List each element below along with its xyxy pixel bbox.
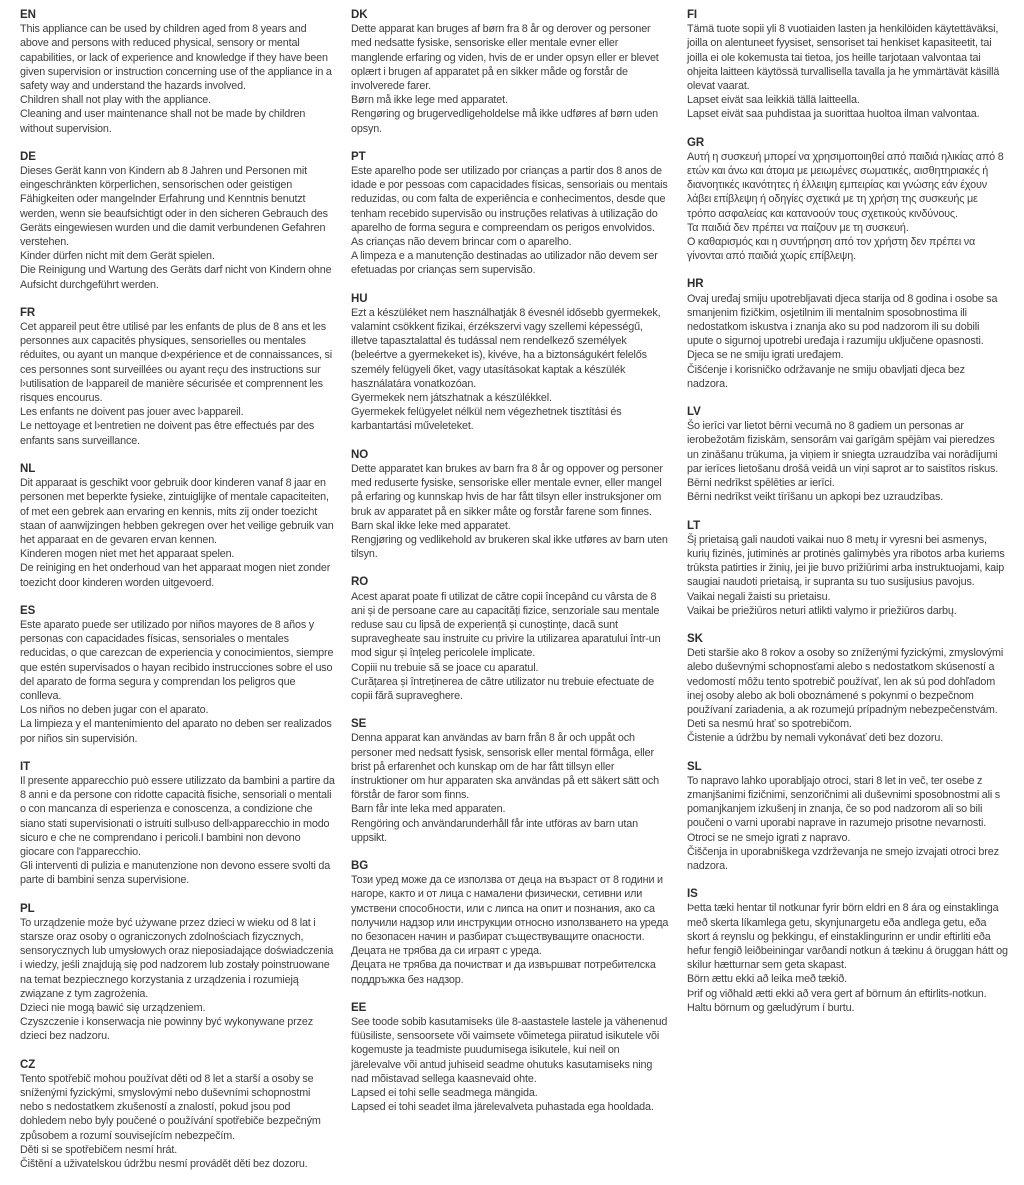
language-section: [20, 150, 335, 292]
language-code-label: CZ: [20, 1058, 36, 1071]
instruction-paragraph: Gli interventi di pulizia e manutenzione non devono essere svolti da parte di bambini senza supervisione.: [20, 860, 331, 887]
instruction-paragraph: Tämä tuote sopii yli 8 vuotiaiden lasten ja henkilöiden käytettäväksi, joilla on alentuneet fyysiset, sensoriset tai henkiset kapasiteetit, tai joilla ei ole kokemusta tai tietoa, jos heille tarjotaan valvontaa tai ohjeita laitteen käytössä turvallisella tavalla ja he ymmärtävät käsillä olevat vaarat.: [687, 23, 1000, 93]
language-section: [351, 150, 671, 278]
language-text: [351, 164, 671, 278]
language-text: [687, 419, 1008, 504]
instruction-paragraph: Bērni nedrīkst spēlēties ar ierīci.: [687, 477, 835, 490]
language-section: [687, 405, 1008, 504]
instruction-paragraph: Lapset eivät saa leikkiä tällä laitteella.: [687, 94, 860, 107]
instruction-paragraph: La limpieza y el mantenimiento del aparato no deben ser realizados por niños sin supervisión.: [20, 718, 332, 745]
instruction-paragraph: Rengøring og brugervedligeholdelse må ikke udføres af børn uden opsyn.: [351, 108, 659, 135]
instruction-paragraph: Čištění a uživatelskou údržbu nesmí provádět děti bez dozoru.: [20, 1158, 308, 1171]
language-section: [687, 277, 1008, 391]
instruction-paragraph: Tento spotřebič mohou používat děti od 8 let a starší a osoby se sníženými fyzickými, smyslovými nebo duševními schopnostmi nebo s nedostatkem zkušeností a znalostí, pokud jsou pod dohledem nebo byly poučené o používání spotřebiče bezpečným způsobem a rozumí souvisejícím nebezpečím.: [20, 1072, 321, 1142]
manual-column-2: [351, 8, 687, 1185]
instruction-paragraph: A limpeza e a manutenção destinadas ao utilizador não devem ser efetuadas por crianças sem supervisão.: [351, 250, 658, 277]
language-code-label: DK: [351, 9, 368, 21]
language-section: [687, 519, 1008, 618]
instruction-paragraph: Τα παιδιά δεν πρέπει να παίζουν με τη συσκευή.: [687, 221, 909, 234]
language-text: [687, 150, 1008, 264]
instruction-paragraph: Čiščenja in uporabniškega vzdrževanja ne smejo izvajati otroci brez nadzora.: [687, 845, 999, 872]
language-section: [687, 632, 1008, 746]
instruction-paragraph: Bērni nedrīkst veikt tīrīšanu un apkopi bez uzraudzības.: [687, 491, 944, 504]
language-text: [687, 646, 1008, 745]
language-text: [20, 164, 335, 292]
language-text: [687, 22, 1008, 121]
language-code-label: HR: [687, 278, 704, 291]
instruction-paragraph: Deti staršie ako 8 rokov a osoby so zníženými fyzickými, zmyslovými alebo duševnými schopnosťami alebo s nedostatkom skúseností a vedomostí môžu tento spotrebič používať, len ak sú pod dohľadom inej osoby alebo ak boli oboznámené s pokynmi o bezpečnom používaní zariadenia, a ak rozumejú prípadným nebezpečenstvám.: [687, 647, 1004, 716]
language-text: [20, 320, 335, 448]
instruction-paragraph: Haltu börnum og gæludýrum í burtu.: [687, 1001, 855, 1014]
instruction-paragraph: Vaikai negali žaisti su prietaisu.: [687, 590, 831, 603]
instruction-paragraph: Dzieci nie mogą bawić się urządzeniem.: [20, 1002, 206, 1014]
instruction-paragraph: Børn må ikke lege med apparatet.: [351, 94, 508, 107]
language-section: [20, 306, 335, 448]
instruction-paragraph: Dit apparaat is geschikt voor gebruik door kinderen vanaf 8 jaar en personen met beperkte fysieke, zintuiglijke of mentale capaciteiten, of met een gebrek aan ervaring en kennis, mits zij onder toezicht staan of aanwijzingen hebben gekregen over het veilige gebruik van het apparaat en de gevaren ervan kennen.: [20, 477, 334, 546]
language-code-label: RO: [351, 576, 369, 589]
instruction-paragraph: Die Reinigung und Wartung des Geräts darf nicht von Kindern ohne Aufsicht durchgeführt werden.: [20, 264, 332, 291]
language-code-label: PL: [20, 902, 35, 915]
instruction-paragraph: Este aparato puede ser utilizado por niños mayores de 8 años y personas con capacidades físicas, sensoriales o mentales reducidas, o que carezcan de experiencia y conocimientos, siempre que estén supervisados o hayan recibido instrucciones sobre el uso del aparato de forma segura y comprendan los peligros que conlleva.: [20, 618, 334, 702]
instruction-paragraph: Börn ættu ekki að leika með tækið.: [687, 973, 847, 986]
language-section: [20, 760, 335, 888]
language-section: [351, 859, 671, 987]
language-text: [687, 774, 1008, 873]
instruction-paragraph: Dieses Gerät kann von Kindern ab 8 Jahren und Personen mit eingeschränkten körperlichen, sensorischen oder geistigen Fähigkeiten oder mangelnder Erfahrung und Kenntnis benutzt werden, wenn sie beaufsichtigt oder in den sicheren Gebrauch des Geräts eingewiesen wurden und die damit verbundenen Gefahren verstehen.: [20, 165, 328, 249]
instruction-paragraph: Þetta tæki hentar til notkunar fyrir börn eldri en 8 ára og einstaklinga með skerta líkamlega getu, skynjunargetu eða andlega getu, eða skort á reynslu og þekkingu, ef einstaklingurinn er undir eftirliti eða hefur fengið leiðbeiningar varðandi notkun á tækinu á öruggan hátt og skilur hætturnar sem geta skapast.: [687, 902, 1008, 972]
instruction-paragraph: Otroci se ne smejo igrati z napravo.: [687, 831, 851, 844]
manual-column-1: [20, 8, 351, 1185]
instruction-paragraph: To napravo lahko uporabljajo otroci, stari 8 let in več, ter osebe z zmanjšanimi fizičnimi, senzoričnimi ali duševnimi sposobnostmi ali s pomanjkanjem izkušenj in znanja, če so pod nadzorom ali so bili poučeni o varni uporabi naprave in razumejo prisotne nevarnosti.: [687, 774, 1001, 830]
instruction-paragraph: Lapsed ei tohi selle seadmega mängida.: [351, 1087, 538, 1100]
language-section: [687, 760, 1008, 874]
instruction-paragraph: Dette apparatet kan brukes av barn fra 8 år og oppover og personer med reduserte fysiske, sensoriske eller mentale evner, eller mangel på erfaring og kunnskap hvis de har fått tilsyn eller instruksjoner om bruk av apparatet på en sikker måte og forstår farene som finnes.: [351, 462, 663, 518]
language-code-label: NO: [351, 448, 369, 461]
language-section: [20, 8, 335, 136]
instruction-paragraph: Þrif og viðhald ætti ekki að vera gert af börnum án eftirlits-notkun.: [687, 987, 987, 1000]
language-text: [687, 292, 1008, 391]
instruction-paragraph: Barn skal ikke leke med apparatet.: [351, 519, 511, 532]
language-section: [20, 902, 335, 1044]
instruction-paragraph: See toode sobib kasutamiseks üle 8-aastastele lastele ja vähenenud füüsiliste, sensoorsete või vaimsete võimetega piiratud isikutele või kogemuste ja teadmiste puudumisega isikutele, kui neil on järelevalve või antud juhiseid seadme ohutuks kasutamiseks ning nad mõistavad sellega kaasnevaid ohte.: [351, 1016, 668, 1085]
language-section: [687, 136, 1008, 264]
instruction-paragraph: Gyermekek felügyelet nélkül nem végezhetnek tisztítási és karbantartási műveleteket.: [351, 406, 622, 433]
language-text: [351, 590, 671, 704]
instruction-paragraph: Децата не трябва да си играят с уреда.: [351, 945, 542, 958]
language-code-label: GR: [687, 136, 705, 149]
instruction-paragraph: Čišćenje i korisničko održavanje ne smiju obavljati djeca bez nadzora.: [687, 363, 965, 390]
instruction-paragraph: Les enfants ne doivent pas jouer avec l›appareil.: [20, 406, 244, 419]
instruction-paragraph: Curățarea și întreținerea de către utilizator nu trebuie efectuate de copii fără supraveghere.: [351, 675, 654, 702]
language-code-label: PT: [351, 150, 366, 163]
instruction-paragraph: Kinderen mogen niet met het apparaat spelen.: [20, 548, 235, 561]
instruction-paragraph: Šį prietaisą gali naudoti vaikai nuo 8 metų ir vyresni bei asmenys, kurių fizinės, jutiminės ar protinės galimybės yra ribotos arba kuriems trūksta patirties ir žinių, jei jie buvo prižiūrimi arba instruktuojami, kaip saugiai naudoti prietaisą, ir supranta su tuo susijusius pavojus.: [687, 533, 1005, 589]
manual-column-3: [687, 8, 1024, 1185]
language-code-label: SE: [351, 718, 367, 731]
language-code-label: EN: [20, 9, 36, 21]
language-code-label: BG: [351, 859, 369, 872]
instruction-paragraph: This appliance can be used by children aged from 8 years and above and persons with reduced physical, sensory or mental capabilities, or lack of experience and knowledge if they have been given supervision or instruction concerning use of the appliance in a safety way and understand the hazards involved.: [20, 23, 332, 93]
instruction-paragraph: Vaikai be priežiūros neturi atlikti valymo ir priežiūros darbų.: [687, 604, 957, 617]
instruction-paragraph: Този уред може да се използва от деца на възраст от 8 години и нагоре, както и от лица с намалени физически, сетивни или умствени способности, или с липса на опит и познания, ако са получили надзор или инструкции относно използването на уреда по безопасен начин и разбират съществуващите опасности.: [351, 874, 669, 943]
language-text: [351, 22, 671, 136]
language-code-label: ES: [20, 604, 36, 617]
instruction-paragraph: Ezt a készüléket nem használhatják 8 évesnél idősebb gyermekek, valamint csökkent fizikai, érzékszervi vagy szellemi képességű, illetve tapasztalattal és tudással nem rendelkező személyek (beleértve a gyermekeket is), kivéve, ha a biztonságukért felelős személy felügyeli őket, vagy utasításokat kaptak a készülék használatára vonatkozóan.: [351, 306, 661, 390]
language-section: [351, 448, 671, 562]
instruction-paragraph: Rengjøring og vedlikehold av brukeren skal ikke utføres av barn uten tilsyn.: [351, 533, 668, 561]
language-section: [20, 462, 335, 590]
instruction-paragraph: Los niños no deben jugar con el aparato.: [20, 704, 209, 717]
language-section: [351, 717, 671, 845]
instruction-paragraph: Lapsed ei tohi seadet ilma järelevalveta puhastada ega hooldada.: [351, 1101, 654, 1114]
language-code-label: FR: [20, 306, 36, 319]
language-text: [351, 1015, 671, 1114]
language-code-label: SK: [687, 632, 703, 645]
language-code-label: LV: [687, 406, 701, 419]
instruction-paragraph: Lapset eivät saa puhdistaa ja suorittaa huoltoa ilman valvontaa.: [687, 108, 980, 121]
instruction-paragraph: Djeca se ne smiju igrati uređajem.: [687, 349, 844, 362]
instruction-paragraph: To urządzenie może być używane przez dzieci w wieku od 8 lat i starsze oraz osoby o ograniczonych zdolnościach fizycznych, sensorycznych lub umysłowych oraz nieposiadające doświadczenia i wiedzy, jeśli znajdują się pod nadzorem lub zostały poinstruowane na temat bezpiecznego korzystania z urządzenia i rozumieją związane z tym zagrożenia.: [20, 916, 334, 1000]
language-text: [20, 916, 335, 1044]
instruction-paragraph: Cleaning and user maintenance shall not be made by children without supervision.: [20, 108, 306, 135]
instruction-paragraph: Denna apparat kan användas av barn från 8 år och uppåt och personer med nedsatt fysisk, sensorisk eller mental förmåga, eller brist på erfarenhet och kunskap om de har fått tillsyn eller instruktioner om hur apparaten ska användas på ett säkert sätt och förstår de faror som finns.: [351, 732, 659, 802]
language-section: [687, 887, 1008, 1015]
instruction-paragraph: Kinder dürfen nicht mit dem Gerät spielen.: [20, 250, 215, 263]
language-code-label: FI: [687, 9, 698, 21]
language-code-label: DE: [20, 150, 36, 163]
instruction-paragraph: Gyermekek nem játszhatnak a készülékkel.: [351, 392, 552, 405]
language-text: [351, 731, 671, 845]
instruction-paragraph: Децата не трябва да почистват и да извършват потребителска поддръжка без надзор.: [351, 959, 656, 986]
instruction-paragraph: Barn får inte leka med apparaten.: [351, 803, 506, 816]
instruction-paragraph: Czyszczenie i konserwacja nie powinny być wykonywane przez dzieci bez nadzoru.: [20, 1016, 313, 1043]
instruction-paragraph: Ο καθαρισμός και η συντήρηση από τον χρήστη δεν πρέπει να γίνονται από παιδιά χωρίς επίβλεψη.: [687, 236, 976, 263]
language-code-label: NL: [20, 462, 36, 475]
language-code-label: LT: [687, 519, 700, 532]
instruction-paragraph: Este aparelho pode ser utilizado por crianças a partir dos 8 anos de idade e por pessoas com capacidades físicas, sensoriais ou mentais reduzidas, ou com falta de experiência e conhecimentos, desde que tenham recebido supervisão ou instruções relativas à utilização do aparelho de forma segura e compreendam os perigos envolvidos.: [351, 165, 668, 234]
language-section: [687, 8, 1008, 122]
language-section: [351, 575, 671, 703]
instruction-paragraph: Copiii nu trebuie să se joace cu aparatul.: [351, 661, 539, 674]
instruction-paragraph: Le nettoyage et l›entretien ne doivent pas être effectués par des enfants sans surveillance.: [20, 420, 315, 447]
language-text: [20, 476, 335, 590]
language-section: [20, 1058, 335, 1172]
instruction-paragraph: Children shall not play with the appliance.: [20, 94, 212, 107]
instruction-paragraph: Děti si se spotřebičem nesmí hrát.: [20, 1143, 178, 1156]
language-code-label: IS: [687, 888, 698, 901]
language-code-label: HU: [351, 292, 368, 305]
language-text: [351, 873, 671, 987]
language-text: [351, 306, 671, 434]
instruction-paragraph: Il presente apparecchio può essere utilizzato da bambini a partire da 8 anni e da persone con ridotte capacità fisiche, sensoriali o mentali o con mancanza di esperienza e conoscenza, a condizione che siano stati supervisionati o istruiti sull›uso dell›apparecchio in modo sicuro e che ne comprendano i pericoli.I bambini non devono giocare con l'apparecchio.: [20, 774, 335, 858]
language-text: [20, 618, 335, 746]
language-text: [20, 1072, 335, 1171]
language-section: [20, 604, 335, 746]
language-text: [351, 462, 671, 561]
instruction-paragraph: Šo ierīci var lietot bērni vecumā no 8 gadiem un personas ar ierobežotām fiziskām, sensorām vai garīgām spējām vai pieredzes un zināšanu trūkuma, ja viņiem ir sniegta uzraudzība vai norādījumi par ierīces lietošanu drošā veidā un viņi saprot ar to saistītos riskus.: [687, 420, 999, 475]
language-text: [20, 774, 335, 888]
language-section: [351, 292, 671, 434]
instruction-paragraph: Acest aparat poate fi utilizat de către copii începând cu vârsta de 8 ani și de persoane care au capacități fizice, senzoriale sau mentale reduse sau cu lipsă de experiență și cunoștințe, dacă sunt supravegheate sau instruite cu privire la utilizarea aparatului într-un mod sigur și înțeleg pericolele implicate.: [351, 590, 661, 660]
language-text: [687, 901, 1008, 1015]
language-code-label: IT: [20, 760, 31, 773]
instruction-paragraph: Rengöring och användarunderhåll får inte utföras av barn utan uppsikt.: [351, 817, 638, 844]
instruction-paragraph: As crianças não devem brincar com o aparelho.: [351, 236, 572, 249]
instruction-paragraph: Dette apparat kan bruges af børn fra 8 år og derover og personer med nedsatte fysiske, sensoriske eller mentale evner eller manglende erfaring og viden, hvis de er under opsyn eller er blevet oplært i brugen af apparatet på en sikker måde og forstår de involverede farer.: [351, 23, 659, 93]
language-section: [351, 8, 671, 136]
language-section: [351, 1001, 671, 1115]
instruction-paragraph: De reiniging en het onderhoud van het apparaat mogen niet zonder toezicht door kinderen worden uitgevoerd.: [20, 562, 331, 589]
instruction-paragraph: Čistenie a údržbu by nemali vykonávať deti bez dozoru.: [687, 732, 944, 745]
language-code-label: SL: [687, 760, 702, 773]
language-code-label: EE: [351, 1001, 367, 1014]
instruction-paragraph: Cet appareil peut être utilisé par les enfants de plus de 8 ans et les personnes aux capacités physiques, sensorielles ou mentales réduites, ou ayant un manque d›expérience et de connaissances, si ces personnes sont surveillées ou ayant reçu des instructions sur l›utilisation de l›appareil de manière sécurisée et comprennent les risques encourus.: [20, 321, 332, 405]
instruction-paragraph: Αυτή η συσκευή μπορεί να χρησιμοποιηθεί από παιδιά ηλικίας από 8 ετών και άνω και άτομα με μειωμένες σωματικές, αισθητηριακές ή διανοητικές ικανότητες ή έλλειψη εμπειρίας και γνώσης εάν έχουν λάβει επίβλεψη ή οδηγίες σχετικά με τη χρήση της συσκευής με τρόπο ασφαλείας και κατανοούν τους σχετικούς κινδύνους.: [687, 150, 1004, 220]
language-text: [20, 22, 335, 136]
language-text: [687, 533, 1008, 618]
instruction-paragraph: Deti sa nesmú hrať so spotrebičom.: [687, 718, 852, 731]
instruction-paragraph: Ovaj uređaj smiju upotrebljavati djeca starija od 8 godina i osobe sa smanjenim fizičkim, osjetilnim ili mentalnim sposobnostima ili nedostatkom iskustva i znanja ako su pod nadzorom ili su dobili upute o sigurnoj upotrebi uređaja i razumiju uključene opasnosti.: [687, 292, 998, 348]
